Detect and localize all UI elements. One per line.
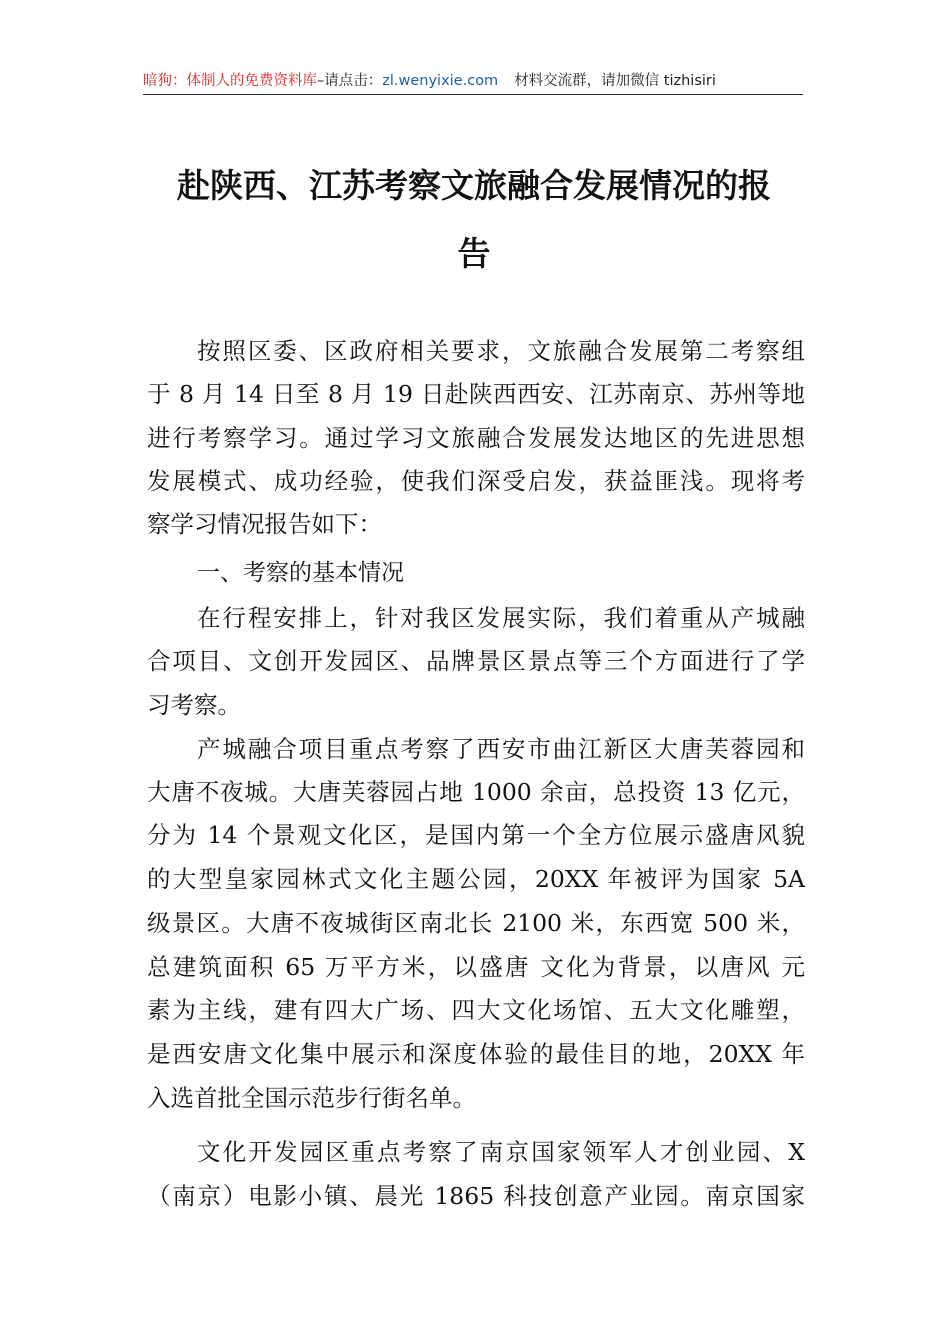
body-line: 产城融合项目重点考察了西安市曲江新区大唐芙蓉园和 <box>197 735 805 763</box>
body-line: 分为 14 个景观文化区，是国内第一个全方位展示盛唐风貌 <box>147 821 805 849</box>
body-line: 入选首批全国示范步行街名单。 <box>147 1084 476 1112</box>
body-line: 察学习情况报告如下： <box>147 510 382 538</box>
body-line: 大唐不夜城。大唐芙蓉园占地 1000 余亩，总投资 13 亿元， <box>147 778 805 806</box>
body-line: 合项目、文创开发园区、品牌景区景点等三个方面进行了学 <box>147 647 805 675</box>
header-click-prompt: –请点击： <box>317 73 383 89</box>
document-title-line2: 告 <box>457 234 491 273</box>
body-line: 的大型皇家园林式文化主题公园，20XX 年被评为国家 5A <box>147 865 805 893</box>
header-url-link[interactable]: zl.wenyixie.com <box>382 73 499 89</box>
body-line: 文化开发园区重点考察了南京国家领军人才创业园、X <box>197 1138 805 1166</box>
body-line: 习考察。 <box>147 691 241 719</box>
header-wechat-note: 材料交流群，请加微信 tizhisiri <box>514 73 716 89</box>
body-line: 进行考察学习。通过学习文旅融合发展发达地区的先进思想 <box>147 424 805 452</box>
document-title-line1: 赴陕西、江苏考察文旅融合发展情况的报 <box>177 166 771 205</box>
body-line: 是西安唐文化集中展示和深度体验的最佳目的地，20XX 年 <box>147 1040 805 1068</box>
body-line: 发展模式、成功经验，使我们深受启发，获益匪浅。现将考 <box>147 467 805 495</box>
body-line: 素为主线，建有四大广场、四大文化场馆、五大文化雕塑， <box>147 996 805 1024</box>
body-line: 于 8 月 14 日至 8 月 19 日赴陕西西安、江苏南京、苏州等地 <box>147 380 805 408</box>
header-source-name: 暗狗：体制人的免费资料库 <box>143 73 317 89</box>
section-heading: 一、考察的基本情况 <box>197 560 404 586</box>
body-line: 级景区。大唐不夜城街区南北长 2100 米，东西宽 500 米， <box>147 909 805 937</box>
body-line: （南京）电影小镇、晨光 1865 科技创意产业园。南京国家 <box>147 1182 805 1210</box>
page-header <box>143 70 803 95</box>
body-line: 按照区委、区政府相关要求，文旅融合发展第二考察组 <box>197 337 805 365</box>
body-line: 总建筑面积 65 万平方米，以盛唐 文化为背景，以唐风 元 <box>147 953 805 981</box>
body-line: 在行程安排上，针对我区发展实际，我们着重从产城融 <box>197 604 805 632</box>
